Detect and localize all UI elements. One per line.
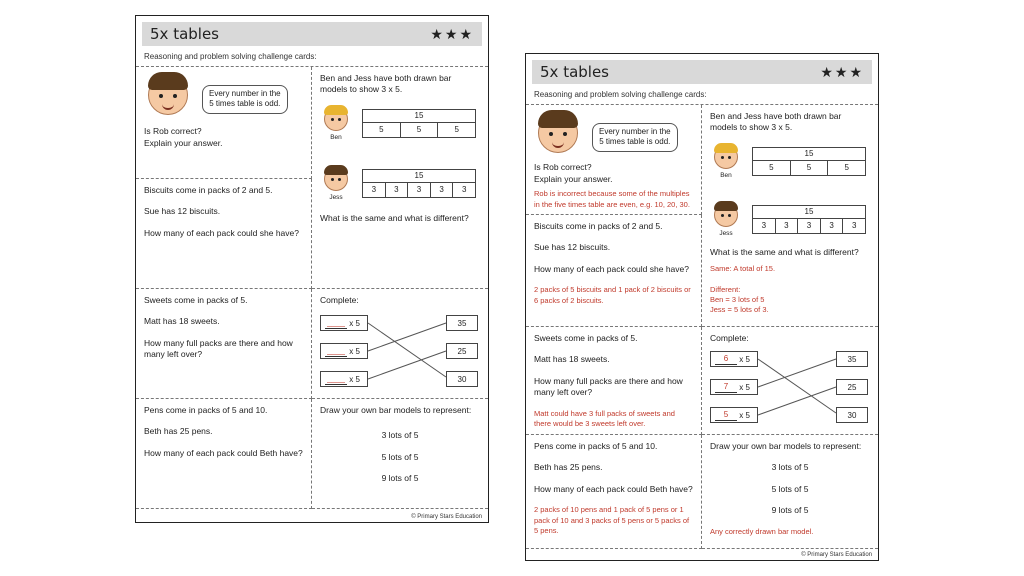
multiply-box[interactable]: 7 x 5 (710, 379, 758, 395)
card-grid (526, 104, 878, 546)
jess-bar-model: 15 3 3 3 3 3 (752, 205, 866, 234)
card-draw-bar: Draw your own bar models to represent: 3 lots of 5 5 lots of 5 9 lots of 5 Any correctly drawn bar model. (702, 435, 878, 549)
copyright: © Primary Stars Education (801, 552, 872, 558)
card-bar-models: Ben and Jess have both drawn bar models to show 3 x 5. Ben 15 5 5 5 Jess 15 3 3 3 3 3 What is the same and what is different? Same: A total of 15. Different: Ben = 3 lots of 5 Jess = 5 lots of 3. (702, 105, 878, 327)
rob-face-icon (538, 113, 578, 153)
result-box: 25 (446, 343, 478, 359)
title-bar (532, 60, 872, 84)
ben-avatar: Ben (324, 107, 348, 143)
draw-answer: Any correctly drawn bar model. (710, 526, 814, 536)
multiply-box[interactable]: 5 x 5 (710, 407, 758, 423)
ben-bar-model: 15 5 5 5 (752, 147, 866, 176)
ben-avatar: Ben (714, 145, 738, 181)
card-complete: Complete: 6 x 5 7 x 5 5 x 5 35 25 30 (702, 327, 878, 435)
jess-face-icon (324, 167, 348, 191)
card-rob: Every number in the 5 times table is odd. Is Rob correct? Explain your answer. Rob is incorrect because some of the multiples in the five times table are even, e.g. 10, 20, 30. (526, 105, 702, 215)
pens-answer: 2 packs of 10 pens and 1 pack of 5 pens or 1 pack of 10 and 3 packs of 5 pens or 5 packs of 5 pens. (534, 505, 690, 535)
card-biscuits: Biscuits come in packs of 2 and 5. Sue has 12 biscuits. How many of each pack could she have? 2 packs of 5 biscuits and 1 pack of 2 biscuits or 6 packs of 2 biscuits. (526, 215, 702, 327)
ben-face-icon (714, 145, 738, 169)
worksheet-title: 5x tables (150, 25, 219, 43)
worksheet-title: 5x tables (540, 63, 609, 81)
rob-instruction: Explain your answer. (144, 137, 223, 148)
card-pens: Pens come in packs of 5 and 10. Beth has 25 pens. How many of each pack could Beth have? (136, 399, 312, 509)
rob-face-icon (148, 75, 188, 115)
speech-bubble: Every number in the 5 times table is odd. (592, 123, 678, 152)
bar-models-question: What is the same and what is different? (320, 213, 469, 223)
sweets-answer: Matt could have 3 full packs of sweets and there would be 3 sweets left over. (534, 408, 675, 428)
card-pens: Pens come in packs of 5 and 10. Beth has 25 pens. How many of each pack could Beth have? 2 packs of 10 pens and 1 pack of 5 pens or 1 pack of 10 and 3 packs of 5 pens or 5 packs of 5 pens. (526, 435, 702, 549)
result-box: 35 (836, 351, 868, 367)
jess-avatar: Jess (324, 167, 348, 203)
card-sweets: Sweets come in packs of 5. Matt has 18 sweets. How many full packs are there and how many left over? Matt could have 3 full packs of sweets and there would be 3 sweets left over. (526, 327, 702, 435)
multiply-box[interactable]: 6 x 5 (710, 351, 758, 367)
multiply-box[interactable]: ____ x 5 (320, 371, 368, 387)
multiply-box[interactable]: ____ x 5 (320, 315, 368, 331)
speech-bubble: Every number in the 5 times table is odd. (202, 85, 288, 114)
card-draw-bar: Draw your own bar models to represent: 3 lots of 5 5 lots of 5 9 lots of 5 (312, 399, 488, 509)
result-box: 30 (446, 371, 478, 387)
difficulty-stars-icon: ★★★ (430, 25, 474, 42)
result-box: 35 (446, 315, 478, 331)
ben-bar-model: 15 5 5 5 (362, 109, 476, 138)
title-bar (142, 22, 482, 46)
worksheet-answers (525, 53, 879, 561)
card-complete: Complete: ____ x 5 ____ x 5 ____ x 5 35 25 30 (312, 289, 488, 399)
card-rob (136, 67, 312, 179)
card-bar-models (312, 67, 488, 289)
copyright: © Primary Stars Education (411, 514, 482, 520)
result-box: 30 (836, 407, 868, 423)
jess-face-icon (714, 203, 738, 227)
ben-face-icon (324, 107, 348, 131)
rob-answer: Rob is incorrect because some of the multiples in the five times table are even, e.g. 10, 20, 30. (534, 189, 690, 209)
card-grid (136, 66, 488, 508)
difficulty-stars-icon: ★★★ (820, 63, 864, 80)
jess-avatar: Jess (714, 203, 738, 239)
jess-bar-model: 15 3 3 3 3 3 (362, 169, 476, 198)
rob-question: Is Rob correct? (144, 126, 202, 137)
worksheet-questions (135, 15, 489, 523)
result-box: 25 (836, 379, 868, 395)
worksheet-subtitle: Reasoning and problem solving challenge cards: (534, 90, 707, 99)
same-answer: Same: A total of 15. (710, 264, 776, 274)
multiply-box[interactable]: ____ x 5 (320, 343, 368, 359)
biscuits-answer: 2 packs of 5 biscuits and 1 pack of 2 biscuits or 6 packs of 2 biscuits. (534, 285, 691, 305)
card-sweets: Sweets come in packs of 5. Matt has 18 sweets. How many full packs are there and how many left over? (136, 289, 312, 399)
bar-models-intro: Ben and Jess have both drawn bar models to show 3 x 5. (320, 73, 452, 95)
worksheet-subtitle: Reasoning and problem solving challenge cards: (144, 52, 317, 61)
card-biscuits: Biscuits come in packs of 2 and 5. Sue has 12 biscuits. How many of each pack could she have? (136, 179, 312, 289)
